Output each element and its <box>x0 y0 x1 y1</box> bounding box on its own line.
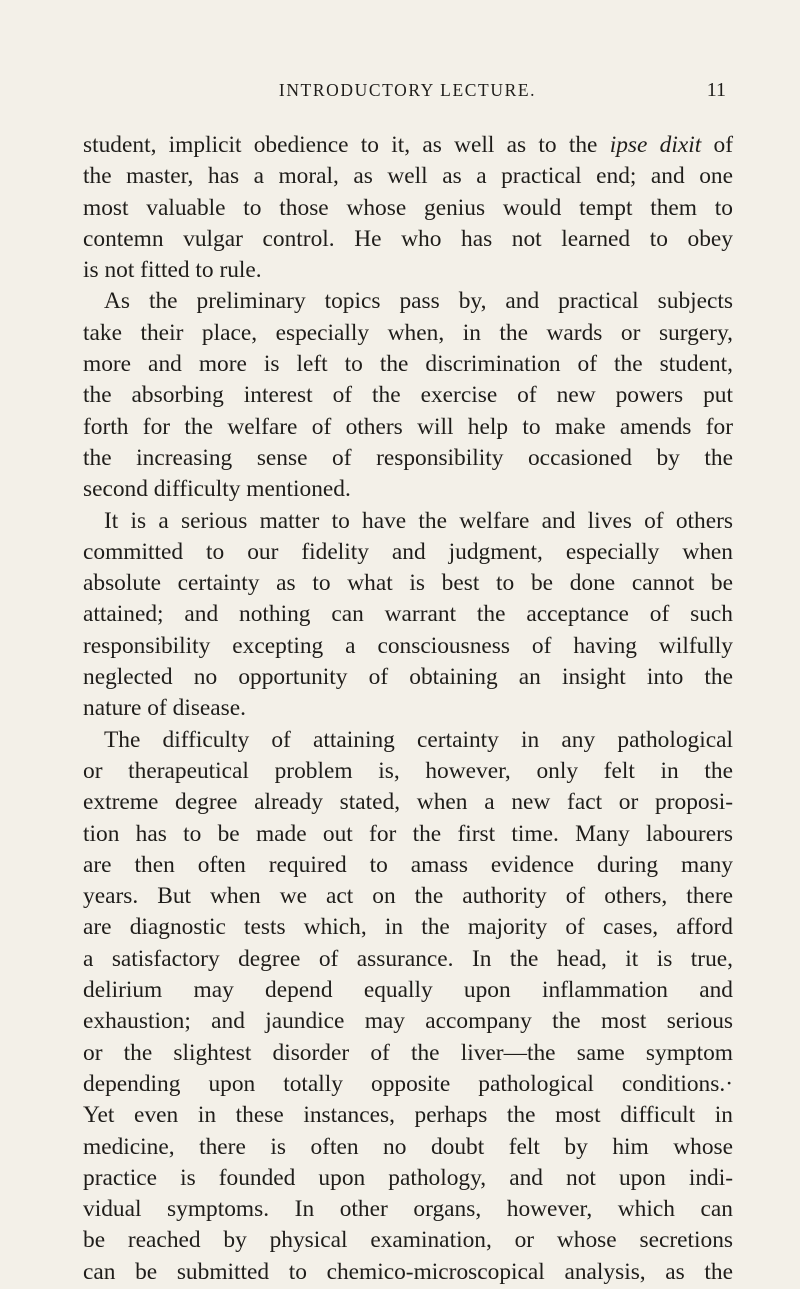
text-line-start: student, implicit obedience to it, as well as to the <box>83 132 610 158</box>
text-line: delirium may depend equally upon inflammation and <box>83 977 733 1004</box>
text-line: the increasing sense of responsibility occasioned by the <box>83 444 733 471</box>
paragraph-start-line: It is a serious matter to have the welfare and lives of others <box>104 507 733 534</box>
text-line: take their place, especially when, in the wards or surgery, <box>83 319 733 346</box>
text-line-end: of <box>701 132 734 158</box>
text-line: is not fitted to rule. <box>83 257 262 284</box>
text-line: most valuable to those whose genius would tempt them to <box>83 194 733 221</box>
running-title: INTRODUCTORY LECTURE. <box>278 80 537 100</box>
text-line: neglected no opportunity of obtaining an insight into the <box>83 664 733 691</box>
text-line <box>83 130 733 161</box>
italic-phrase: ipse dixit <box>609 132 702 158</box>
text-line: vidual symptoms. In other organs, however, which can <box>83 1196 733 1223</box>
text-line: or the slightest disorder of the liver—the same symptom <box>83 1039 733 1066</box>
text-line: are diagnostic tests which, in the majority of cases, afford <box>83 914 733 941</box>
text-line: Yet even in these instances, perhaps the most difficult in <box>83 1102 733 1129</box>
text-line: the master, has a moral, as well as a practical end; and one <box>83 163 733 190</box>
text-line: tion has to be made out for the first time. Many labourers <box>83 820 733 847</box>
text-line: can be submitted to chemico-microscopical analysis, as the <box>83 1258 733 1285</box>
text-line: a satisfactory degree of assurance. In the head, it is true, <box>83 945 733 972</box>
text-line: second difficulty mentioned. <box>83 476 351 503</box>
text-line: depending upon totally opposite pathological conditions.· <box>83 1070 733 1097</box>
text-line: medicine, there is often no doubt felt by him whose <box>83 1133 733 1160</box>
text-line: years. But when we act on the authority of others, there <box>83 883 733 910</box>
text-line: forth for the welfare of others will help to make amends for <box>83 413 733 440</box>
text-line: absolute certainty as to what is best to be done cannot be <box>83 570 733 597</box>
paragraph-start-line: The difficulty of attaining certainty in any pathological <box>104 726 733 753</box>
text-line: are then often required to amass evidence during many <box>83 851 733 878</box>
text-line: the absorbing interest of the exercise of new powers put <box>83 382 733 409</box>
text-line: exhaustion; and jaundice may accompany the most serious <box>83 1008 733 1035</box>
page-number: 11 <box>706 79 726 101</box>
body-text <box>83 130 733 1288</box>
paragraph-start-line: As the preliminary topics pass by, and practical subjects <box>104 288 733 315</box>
text-line: nature of disease. <box>83 695 247 722</box>
text-line: responsibility excepting a consciousness of having wilfully <box>83 632 733 659</box>
text-line: contemn vulgar control. He who has not learned to obey <box>83 225 733 252</box>
text-line: practice is founded upon pathology, and not upon indi- <box>83 1164 733 1191</box>
text-line: attained; and nothing can warrant the acceptance of such <box>83 601 733 628</box>
text-line: be reached by physical examination, or whose secretions <box>83 1227 733 1254</box>
running-head <box>83 80 732 108</box>
text-line: extreme degree already stated, when a new fact or proposi- <box>83 789 733 816</box>
text-line: more and more is left to the discrimination of the student, <box>83 351 733 378</box>
text-line: committed to our fidelity and judgment, especially when <box>83 538 733 565</box>
text-line: or therapeutical problem is, however, only felt in the <box>83 757 733 784</box>
